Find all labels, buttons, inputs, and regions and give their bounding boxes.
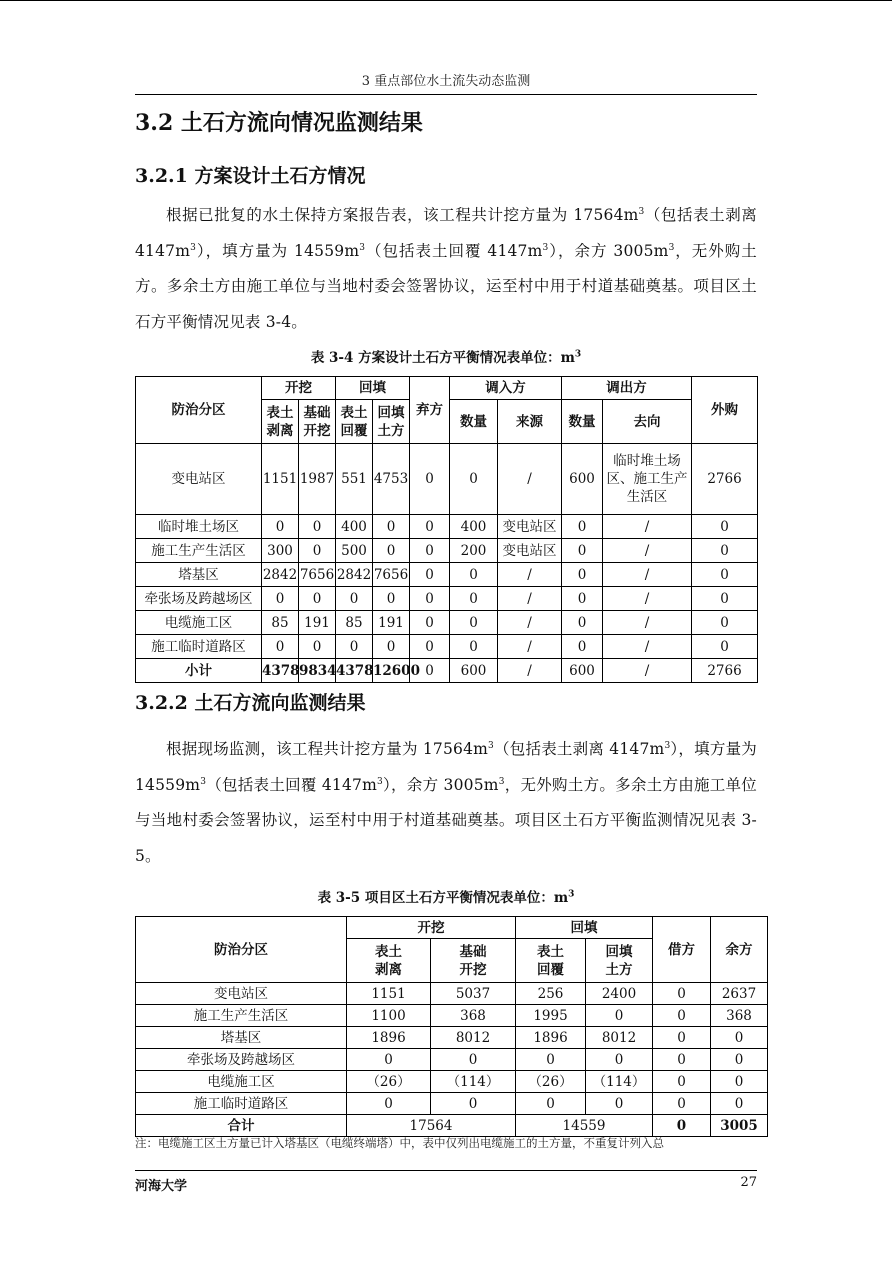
- paragraph-monitoring-result: 根据现场监测，该工程共计挖方量为 $17564m^3$（包括表土剥离 $4147m^3$），填方量为 $14559m^3$（包括表土回覆 $4147m^3$），余方 $3005m^3$，无外购土方。多余土方由施工单位与当地村委会签署协议，运至村中用于村道基础奠基。项目区土石方平衡监测情况见表 3-5。: [135, 740, 758, 865]
- table-cell: 0: [410, 587, 450, 611]
- table-row: [136, 1005, 768, 1027]
- header-rule: [135, 94, 757, 95]
- table-cell: 0: [410, 444, 450, 515]
- header-foundation-dig: 基础开挖: [431, 939, 516, 983]
- table-cell: /: [603, 587, 692, 611]
- table-cell: 变电站区: [498, 539, 562, 563]
- table-cell: 7656: [299, 563, 336, 587]
- page-number: 27: [740, 1175, 757, 1190]
- table-cell: 0: [450, 444, 498, 515]
- table-cell: 变电站区: [136, 983, 347, 1005]
- table-cell: 0: [586, 1005, 653, 1027]
- table-cell: 0: [373, 515, 410, 539]
- table-cell: 0: [299, 539, 336, 563]
- table-cell: 0: [653, 1005, 711, 1027]
- table-cell: 600: [562, 659, 603, 683]
- total-borrow: 0: [653, 1115, 711, 1137]
- table-cell: /: [498, 587, 562, 611]
- table-cell: 2766: [692, 659, 758, 683]
- table-cell: 0: [410, 515, 450, 539]
- table-cell: 400: [450, 515, 498, 539]
- table-cell: 0: [653, 1049, 711, 1071]
- table-row: [136, 983, 768, 1005]
- table-cell: 2400: [586, 983, 653, 1005]
- table-cell: 191: [299, 611, 336, 635]
- table-cell: 4378: [262, 659, 299, 683]
- header-topsoil-strip: 表土剥离: [262, 400, 299, 444]
- table-cell: 85: [262, 611, 299, 635]
- table-cell: 0: [711, 1027, 768, 1049]
- header-zone: 防治分区: [136, 377, 262, 444]
- table-3-5-caption: 表 3-5 项目区土石方平衡情况表单位：$m^3$: [317, 889, 575, 906]
- table-cell: 临时堆土场区: [136, 515, 262, 539]
- table-cell: /: [498, 563, 562, 587]
- table-cell: /: [603, 539, 692, 563]
- table-cell: 0: [711, 1093, 768, 1115]
- table-cell: 8012: [586, 1027, 653, 1049]
- table-total-row: [136, 1115, 768, 1137]
- table-cell: 0: [562, 563, 603, 587]
- table-cell: 0: [262, 635, 299, 659]
- table-cell: 2766: [692, 444, 758, 515]
- table-row: [136, 635, 758, 659]
- table-cell: 0: [299, 515, 336, 539]
- table-cell: 9834: [299, 659, 336, 683]
- header-purchase: 外购: [692, 377, 758, 444]
- table-cell: 塔基区: [136, 1027, 347, 1049]
- table-cell: 0: [450, 563, 498, 587]
- table-cell: 0: [410, 563, 450, 587]
- table-cell: 2842: [336, 563, 373, 587]
- table-cell: /: [603, 563, 692, 587]
- header-fill: 回填: [516, 917, 653, 939]
- table-row: [136, 587, 758, 611]
- table-cell: 0: [299, 635, 336, 659]
- table-row: [136, 1027, 768, 1049]
- table-cell: 0: [410, 539, 450, 563]
- header-topsoil-return: 表土回覆: [516, 939, 586, 983]
- table-row: [136, 1093, 768, 1115]
- table-cell: 0: [336, 635, 373, 659]
- table-cell: 0: [711, 1071, 768, 1093]
- table-cell: 0: [373, 587, 410, 611]
- table-cell: 0: [692, 611, 758, 635]
- table-cell: 施工临时道路区: [136, 635, 262, 659]
- table-cell: 1896: [347, 1027, 431, 1049]
- table-cell: 电缆施工区: [136, 611, 262, 635]
- table-cell: 0: [711, 1049, 768, 1071]
- total-label: 小计: [136, 659, 262, 683]
- table-cell: 1151: [262, 444, 299, 515]
- table-cell: 5037: [431, 983, 516, 1005]
- table-cell: /: [498, 659, 562, 683]
- table-cell: /: [498, 611, 562, 635]
- total-surplus: 3005: [711, 1115, 768, 1137]
- table-cell: 0: [410, 611, 450, 635]
- table-cell: 0: [562, 611, 603, 635]
- table-cell: 牵张场及跨越场区: [136, 1049, 347, 1071]
- header-export-qty: 数量: [562, 400, 603, 444]
- table-cell: 0: [431, 1093, 516, 1115]
- table-cell: 2637: [711, 983, 768, 1005]
- total-fill: 14559: [516, 1115, 653, 1137]
- table-row: [136, 611, 758, 635]
- header-foundation-dig: 基础开挖: [299, 400, 336, 444]
- header-zone: 防治分区: [136, 917, 347, 983]
- table-cell: /: [603, 515, 692, 539]
- table-cell: 施工生产生活区: [136, 539, 262, 563]
- table-cell: 400: [336, 515, 373, 539]
- table-cell: 0: [562, 515, 603, 539]
- subsection-title-1: 3.2.1 方案设计土石方情况: [135, 165, 366, 187]
- table-cell: 0: [692, 563, 758, 587]
- table-cell: 0: [410, 659, 450, 683]
- table-cell: 0: [653, 1027, 711, 1049]
- table-note: 注：电缆施工区土方量已计入塔基区（电缆终端塔）中，表中仅列出电缆施工的土方量，不重复计列入总: [135, 1136, 664, 1150]
- table-cell: 0: [347, 1093, 431, 1115]
- table-cell: /: [603, 611, 692, 635]
- header-import-qty: 数量: [450, 400, 498, 444]
- table-cell: 551: [336, 444, 373, 515]
- table-cell: 256: [516, 983, 586, 1005]
- table-cell: 0: [692, 515, 758, 539]
- footer-institution: 河海大学: [135, 1179, 188, 1194]
- table-row: [136, 1049, 768, 1071]
- header-fill: 回填: [336, 377, 410, 400]
- table-cell: 8012: [431, 1027, 516, 1049]
- table-cell: 200: [450, 539, 498, 563]
- table-cell: 0: [516, 1093, 586, 1115]
- table-cell: 0: [653, 1093, 711, 1115]
- subsection-title-2: 3.2.2 土石方流向监测结果: [135, 692, 366, 714]
- header-import: 调入方: [450, 377, 562, 400]
- table-cell: 0: [262, 587, 299, 611]
- table-cell: 电缆施工区: [136, 1071, 347, 1093]
- table-cell: 2842: [262, 563, 299, 587]
- header-excavation: 开挖: [262, 377, 336, 400]
- header-topsoil-strip: 表土剥离: [347, 939, 431, 983]
- table-3-5: [135, 916, 768, 1137]
- table-cell: 0: [373, 539, 410, 563]
- table-cell: 1987: [299, 444, 336, 515]
- table-cell: 0: [373, 635, 410, 659]
- footer-rule: [135, 1170, 757, 1171]
- total-label: 合计: [136, 1115, 347, 1137]
- table-cell: 0: [450, 635, 498, 659]
- table-row: [136, 563, 758, 587]
- table-cell: /: [603, 635, 692, 659]
- table-cell: 0: [562, 539, 603, 563]
- table-cell: 塔基区: [136, 563, 262, 587]
- table-cell: 1896: [516, 1027, 586, 1049]
- table-cell: 施工临时道路区: [136, 1093, 347, 1115]
- header-backfill: 回填土方: [373, 400, 410, 444]
- table-cell: 0: [692, 539, 758, 563]
- table-cell: 300: [262, 539, 299, 563]
- table-cell: 12600: [373, 659, 410, 683]
- table-cell: 0: [692, 635, 758, 659]
- table-cell: 0: [336, 587, 373, 611]
- table-cell: 4378: [336, 659, 373, 683]
- header-borrow: 借方: [653, 917, 711, 983]
- table-cell: 0: [347, 1049, 431, 1071]
- table-row: [136, 515, 758, 539]
- paragraph-design-earthwork: 根据已批复的水土保持方案报告表，该工程共计挖方量为 $17564m^3$（包括表土剥离 $4147m^3$），填方量为 $14559m^3$（包括表土回覆 $4147m^3$），余方 $3005m^3$，无外购土方。多余土方由施工单位与当地村委会签署协议，运至村中用于村道基础奠基。项目区土石方平衡情况见表 3-4。: [135, 206, 757, 331]
- table-row: [136, 539, 758, 563]
- table-cell: 临时堆土场区、施工生产生活区: [603, 444, 692, 515]
- table-row: [136, 1071, 768, 1093]
- table-cell: 368: [431, 1005, 516, 1027]
- section-title: 3.2 土石方流向情况监测结果: [135, 110, 423, 136]
- table-cell: （114）: [431, 1071, 516, 1093]
- header-excavation: 开挖: [347, 917, 516, 939]
- table-cell: （26）: [347, 1071, 431, 1093]
- header-topsoil-return: 表土回覆: [336, 400, 373, 444]
- table-cell: 600: [450, 659, 498, 683]
- table-cell: 0: [586, 1049, 653, 1071]
- table-cell: 0: [562, 587, 603, 611]
- table-cell: /: [498, 635, 562, 659]
- table-cell: 0: [262, 515, 299, 539]
- table-cell: 0: [299, 587, 336, 611]
- table-cell: 0: [410, 635, 450, 659]
- table-cell: （26）: [516, 1071, 586, 1093]
- table-cell: 0: [653, 983, 711, 1005]
- header-backfill: 回填土方: [586, 939, 653, 983]
- table-cell: 1995: [516, 1005, 586, 1027]
- table-3-4-caption: 表 3-4 方案设计土石方平衡情况表单位：$m^3$: [310, 349, 582, 366]
- table-cell: 变电站区: [498, 515, 562, 539]
- table-cell: 变电站区: [136, 444, 262, 515]
- table-cell: 1151: [347, 983, 431, 1005]
- table-cell: 0: [450, 611, 498, 635]
- table-cell: 500: [336, 539, 373, 563]
- table-total-row: [136, 659, 758, 683]
- table-cell: /: [603, 659, 692, 683]
- table-row: [136, 444, 758, 515]
- table-cell: 1100: [347, 1005, 431, 1027]
- page-top-border: [0, 0, 892, 1]
- table-cell: 0: [516, 1049, 586, 1071]
- table-cell: 0: [586, 1093, 653, 1115]
- table-cell: （114）: [586, 1071, 653, 1093]
- table-cell: 0: [431, 1049, 516, 1071]
- table-3-4: [135, 376, 758, 683]
- header-import-source: 来源: [498, 400, 562, 444]
- table-cell: 0: [562, 635, 603, 659]
- table-cell: 4753: [373, 444, 410, 515]
- table-cell: 施工生产生活区: [136, 1005, 347, 1027]
- table-cell: 牵张场及跨越场区: [136, 587, 262, 611]
- table-cell: /: [498, 444, 562, 515]
- table-cell: 0: [692, 587, 758, 611]
- table-cell: 0: [450, 587, 498, 611]
- table-cell: 600: [562, 444, 603, 515]
- table-cell: 368: [711, 1005, 768, 1027]
- table-cell: 191: [373, 611, 410, 635]
- total-excavation: 17564: [347, 1115, 516, 1137]
- running-header: 3 重点部位水土流失动态监测: [361, 74, 531, 89]
- header-abandon: 弃方: [410, 377, 450, 444]
- table-cell: 7656: [373, 563, 410, 587]
- table-cell: 0: [653, 1071, 711, 1093]
- header-surplus: 余方: [711, 917, 768, 983]
- header-export: 调出方: [562, 377, 692, 400]
- header-export-destination: 去向: [603, 400, 692, 444]
- table-cell: 85: [336, 611, 373, 635]
